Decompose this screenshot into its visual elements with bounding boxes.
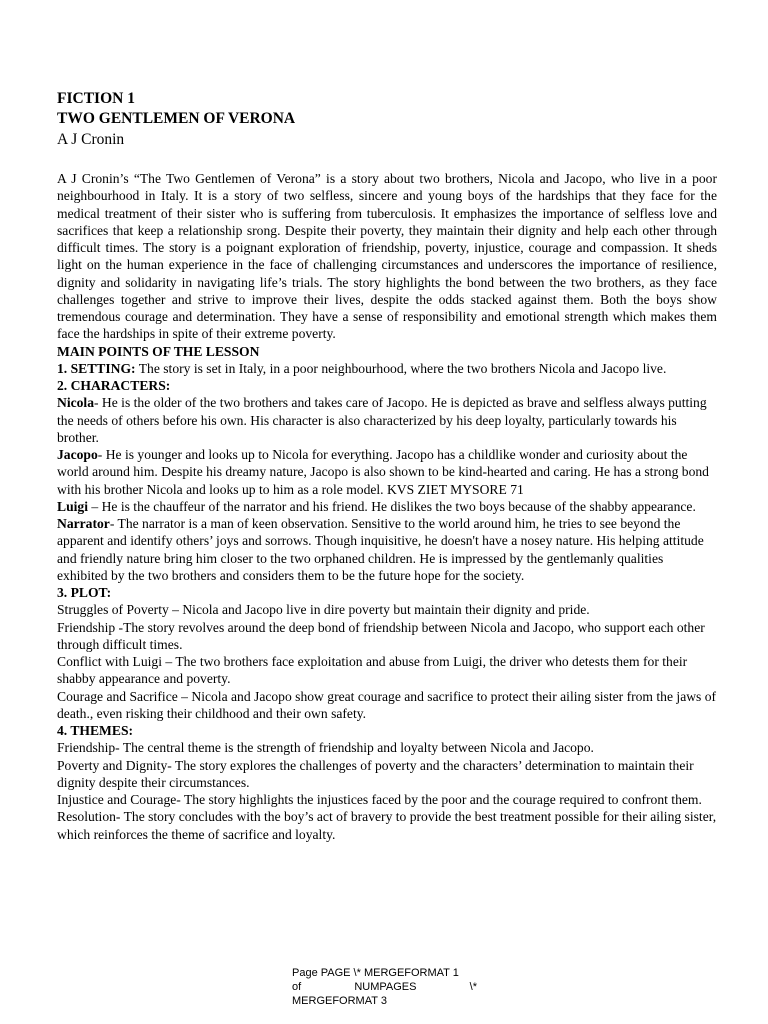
character-entry: [57, 446, 717, 498]
section-label: FICTION 1: [57, 90, 135, 107]
main-points-heading: MAIN POINTS OF THE LESSON: [57, 343, 260, 359]
character-name: Nicola: [57, 395, 94, 411]
plot-item: Friendship -The story revolves around the deep bond of friendship between Nicola and Jacopo, who support each other through difficult times.: [57, 619, 705, 652]
setting-label: 1. SETTING:: [57, 360, 136, 376]
character-description: - He is younger and looks up to Nicola for everything. Jacopo has a childlike wonder and curiosity about the world around him. Despite his dreamy nature, Jacopo is also shown to be kind-hearted and caring. He has a strong bond with his brother Nicola and looks up to him as a role model. KVS ZIET MYSORE 71: [57, 447, 709, 497]
author-name: A J Cronin: [57, 131, 125, 148]
theme-item: Injustice and Courage- The story highlights the injustices faced by the poor and the courage required to confront them.: [57, 792, 702, 807]
characters-heading: 2. CHARACTERS:: [57, 378, 171, 393]
page-title: TWO GENTLEMEN OF VERONA: [57, 110, 296, 127]
character-description: - The narrator is a man of keen observation. Sensitive to the world around him, he tries to see beyond the apparent and identify others’ joys and sorrows. Though inquisitive, he doesn't have a nosey nature. His helping attitude and friendly nature bring him closer to the two orphaned children. He is impressed by the gentlemanly qualities exhibited by the two brothers and considers them to be the future hope for the society.: [57, 516, 704, 583]
plot-heading: 3. PLOT:: [57, 585, 112, 600]
character-name: Narrator: [57, 516, 110, 531]
themes-heading: 4. THEMES:: [57, 723, 134, 738]
footer-numpages: NUMPAGES: [354, 981, 417, 993]
character-name: Jacopo: [57, 447, 98, 462]
document-body: [57, 170, 717, 843]
character-name: Luigi: [57, 498, 88, 514]
page-footer: [292, 966, 477, 1008]
footer-of: of: [292, 981, 302, 993]
footer-line-1: Page PAGE \* MERGEFORMAT 1: [292, 967, 459, 979]
theme-item: Friendship- The central theme is the strength of friendship and loyalty between Nicola and Jacopo.: [57, 740, 594, 756]
setting-paragraph: [57, 360, 717, 377]
character-entry: [57, 498, 717, 515]
intro-paragraph: A J Cronin’s “The Two Gentlemen of Verona” is a story about two brothers, Nicola and Jacopo, who live in a poor neighbourhood in Italy. It is a story of two selfless, sincere and young boys of the hardships that they face for the medical treatment of their sister who is suffering from tuberculosis. It emphasizes the importance of selfless love and sacrifices that keep a relationship srong. Despite their poverty, they maintain their dignity and help each other through difficult times. The story is a poignant exploration of friendship, poverty, injustice, courage and compassion. It sheds light on the human experience in the face of challenging circumstances and underscores the importance of resilience, dignity and solidarity in navigating life’s trials. The story highlights the bond between the two brothers, as they face challenges together and strive to improve their lives, despite the odds stacked against them. Both the boys show tremendous courage and determination. They have a sense of responsibility and emotional strength which makes them face the hardships in spite of their extreme poverty.: [57, 171, 717, 342]
setting-text: The story is set in Italy, in a poor neighbourhood, where the two brothers Nicola and Jacopo live.: [135, 360, 667, 376]
footer-switch: \*: [469, 981, 477, 993]
character-description: – He is the chauffeur of the narrator and his friend. He dislikes the two boys because of the shabby appearance.: [87, 498, 696, 514]
plot-item: Courage and Sacrifice – Nicola and Jacopo show great courage and sacrifice to protect their ailing sister from the jaws of death., even risking their childhood and their own safety.: [57, 688, 717, 721]
footer-line-2: [292, 980, 477, 994]
character-entry: [57, 515, 717, 584]
theme-item: Poverty and Dignity- The story explores the challenges of poverty and the characters’ determination to maintain their dignity despite their circumstances.: [57, 757, 694, 790]
footer-line-3: MERGEFORMAT 3: [292, 995, 387, 1007]
character-entry: [57, 394, 717, 446]
character-description: - He is the older of the two brothers and takes care of Jacopo. He is depicted as brave and selfless always putting the needs of others before his own. His character is also characterized by his deep loyalty, particularly towards his brother.: [57, 395, 707, 445]
plot-item: Struggles of Poverty – Nicola and Jacopo live in dire poverty but maintain their dignity and pride.: [57, 602, 590, 618]
theme-item: Resolution- The story concludes with the boy’s act of bravery to provide the best treatment possible for their ailing sister, which reinforces the theme of sacrifice and loyalty.: [57, 809, 717, 842]
plot-item: Conflict with Luigi – The two brothers face exploitation and abuse from Luigi, the driver who detests them for their shabby appearance and poverty.: [57, 654, 688, 687]
